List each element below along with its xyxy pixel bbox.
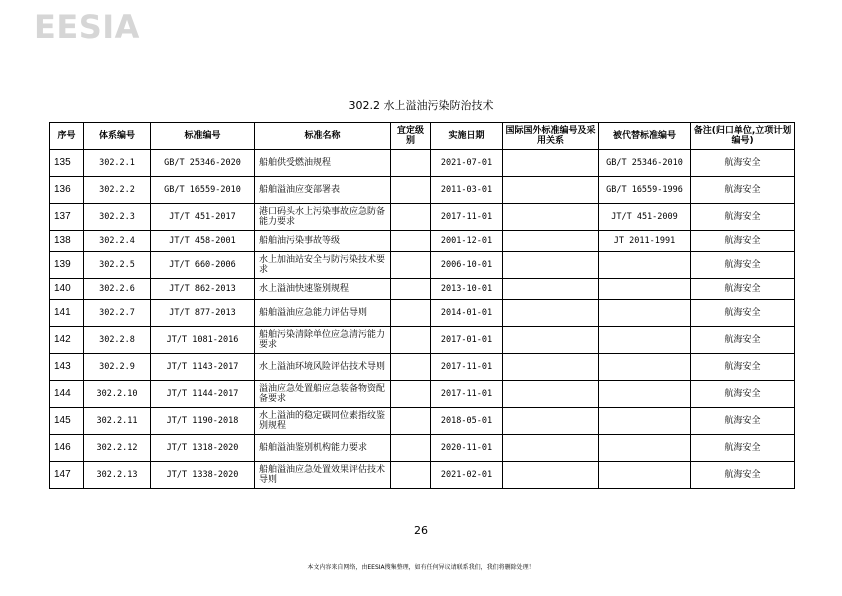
cell-seq: 136: [50, 177, 84, 204]
cell-seq: 139: [50, 252, 84, 279]
cell-level: [391, 300, 431, 327]
col-header-replaced: 被代替标准编号: [599, 123, 691, 150]
cell-date: 2021-02-01: [431, 462, 503, 489]
cell-replaced: [599, 381, 691, 408]
table-row: [50, 150, 795, 177]
cell-standard-name: 水上加油站安全与防污染技术要求: [255, 252, 391, 279]
col-header-level: 宜定级别: [391, 123, 431, 150]
cell-level: [391, 279, 431, 300]
col-header-standard-number: 标准编号: [151, 123, 255, 150]
cell-system-number: 302.2.1: [84, 150, 151, 177]
page-number: 26: [414, 524, 428, 537]
cell-replaced: [599, 408, 691, 435]
cell-standard-number: JT/T 1338-2020: [151, 462, 255, 489]
cell-standard-number: JT/T 862-2013: [151, 279, 255, 300]
cell-system-number: 302.2.7: [84, 300, 151, 327]
cell-replaced: [599, 435, 691, 462]
cell-note: 航海安全: [691, 300, 795, 327]
cell-system-number: 302.2.10: [84, 381, 151, 408]
cell-system-number: 302.2.6: [84, 279, 151, 300]
cell-level: [391, 327, 431, 354]
table-row: [50, 408, 795, 435]
cell-note: 航海安全: [691, 462, 795, 489]
cell-replaced: [599, 327, 691, 354]
cell-system-number: 302.2.2: [84, 177, 151, 204]
cell-date: 2013-10-01: [431, 279, 503, 300]
cell-international: [503, 231, 599, 252]
col-header-international: 国际国外标准编号及采用关系: [503, 123, 599, 150]
table-row: [50, 177, 795, 204]
table-header-row: [50, 123, 795, 150]
table-row: [50, 435, 795, 462]
col-header-note: 备注(归口单位,立项计划编号): [691, 123, 795, 150]
cell-system-number: 302.2.13: [84, 462, 151, 489]
cell-replaced: [599, 300, 691, 327]
cell-standard-name: 船舶溢油应急能力评估导则: [255, 300, 391, 327]
cell-standard-name: 港口码头水上污染事故应急防备能力要求: [255, 204, 391, 231]
cell-level: [391, 231, 431, 252]
footer-notice: 本文内容来自网络，由EESIA搜集整理，如有任何异议请联系我们，我们将删除处理！: [307, 564, 535, 571]
cell-date: 2018-05-01: [431, 408, 503, 435]
cell-standard-number: GB/T 16559-2010: [151, 177, 255, 204]
standards-table: [49, 122, 795, 489]
cell-standard-number: JT/T 1081-2016: [151, 327, 255, 354]
cell-standard-name: 水上溢油的稳定碳同位素指纹鉴别规程: [255, 408, 391, 435]
cell-replaced: JT/T 451-2009: [599, 204, 691, 231]
cell-system-number: 302.2.3: [84, 204, 151, 231]
cell-level: [391, 381, 431, 408]
cell-international: [503, 177, 599, 204]
cell-standard-name: 溢油应急处置船应急装备物资配备要求: [255, 381, 391, 408]
cell-standard-number: JT/T 458-2001: [151, 231, 255, 252]
cell-standard-number: JT/T 1190-2018: [151, 408, 255, 435]
cell-standard-number: JT/T 877-2013: [151, 300, 255, 327]
eesia-watermark-logo: EESIA: [34, 8, 140, 46]
cell-seq: 143: [50, 354, 84, 381]
cell-note: 航海安全: [691, 435, 795, 462]
cell-seq: 138: [50, 231, 84, 252]
cell-international: [503, 252, 599, 279]
cell-international: [503, 204, 599, 231]
cell-standard-name: 船舶供受燃油规程: [255, 150, 391, 177]
cell-date: 2017-11-01: [431, 381, 503, 408]
cell-standard-number: JT/T 660-2006: [151, 252, 255, 279]
cell-standard-name: 船舶油污染事故等级: [255, 231, 391, 252]
cell-level: [391, 354, 431, 381]
cell-note: 航海安全: [691, 327, 795, 354]
cell-system-number: 302.2.8: [84, 327, 151, 354]
cell-seq: 141: [50, 300, 84, 327]
cell-note: 航海安全: [691, 381, 795, 408]
cell-replaced: [599, 354, 691, 381]
cell-system-number: 302.2.11: [84, 408, 151, 435]
cell-date: 2006-10-01: [431, 252, 503, 279]
cell-note: 航海安全: [691, 231, 795, 252]
table-row: [50, 252, 795, 279]
cell-date: 2021-07-01: [431, 150, 503, 177]
cell-standard-number: JT/T 1318-2020: [151, 435, 255, 462]
col-header-date: 实施日期: [431, 123, 503, 150]
cell-seq: 146: [50, 435, 84, 462]
cell-standard-number: GB/T 25346-2020: [151, 150, 255, 177]
cell-standard-name: 船舶溢油应急处置效果评估技术导则: [255, 462, 391, 489]
cell-international: [503, 354, 599, 381]
cell-seq: 135: [50, 150, 84, 177]
cell-replaced: GB/T 25346-2010: [599, 150, 691, 177]
cell-replaced: [599, 252, 691, 279]
cell-system-number: 302.2.4: [84, 231, 151, 252]
cell-standard-number: JT/T 451-2017: [151, 204, 255, 231]
cell-replaced: [599, 462, 691, 489]
cell-seq: 137: [50, 204, 84, 231]
cell-level: [391, 204, 431, 231]
cell-date: 2017-11-01: [431, 354, 503, 381]
table-row: [50, 204, 795, 231]
cell-note: 航海安全: [691, 354, 795, 381]
cell-seq: 144: [50, 381, 84, 408]
cell-note: 航海安全: [691, 408, 795, 435]
col-header-system-number: 体系编号: [84, 123, 151, 150]
cell-international: [503, 408, 599, 435]
col-header-seq: 序号: [50, 123, 84, 150]
col-header-standard-name: 标准名称: [255, 123, 391, 150]
cell-international: [503, 300, 599, 327]
table-row: [50, 327, 795, 354]
cell-standard-number: JT/T 1144-2017: [151, 381, 255, 408]
cell-standard-name: 船舶污染清除单位应急清污能力要求: [255, 327, 391, 354]
cell-level: [391, 252, 431, 279]
cell-seq: 147: [50, 462, 84, 489]
table-row: [50, 231, 795, 252]
cell-seq: 140: [50, 279, 84, 300]
table-row: [50, 381, 795, 408]
cell-international: [503, 462, 599, 489]
cell-date: 2011-03-01: [431, 177, 503, 204]
cell-date: 2017-01-01: [431, 327, 503, 354]
cell-standard-number: JT/T 1143-2017: [151, 354, 255, 381]
cell-international: [503, 279, 599, 300]
cell-replaced: JT 2011-1991: [599, 231, 691, 252]
cell-note: 航海安全: [691, 252, 795, 279]
cell-seq: 145: [50, 408, 84, 435]
cell-international: [503, 381, 599, 408]
cell-date: 2020-11-01: [431, 435, 503, 462]
table-row: [50, 354, 795, 381]
cell-system-number: 302.2.12: [84, 435, 151, 462]
cell-level: [391, 462, 431, 489]
cell-level: [391, 435, 431, 462]
cell-note: 航海安全: [691, 279, 795, 300]
cell-note: 航海安全: [691, 204, 795, 231]
cell-level: [391, 177, 431, 204]
page-title: 302.2 水上溢油污染防治技术: [348, 99, 494, 112]
cell-international: [503, 435, 599, 462]
cell-international: [503, 327, 599, 354]
cell-standard-name: 水上溢油环境风险评估技术导则: [255, 354, 391, 381]
cell-standard-name: 船舶溢油应变部署表: [255, 177, 391, 204]
cell-standard-name: 船舶溢油鉴别机构能力要求: [255, 435, 391, 462]
table-row: [50, 462, 795, 489]
cell-international: [503, 150, 599, 177]
cell-level: [391, 150, 431, 177]
cell-note: 航海安全: [691, 177, 795, 204]
table-row: [50, 279, 795, 300]
cell-note: 航海安全: [691, 150, 795, 177]
cell-level: [391, 408, 431, 435]
table-row: [50, 300, 795, 327]
cell-seq: 142: [50, 327, 84, 354]
cell-standard-name: 水上溢油快速鉴别规程: [255, 279, 391, 300]
cell-replaced: [599, 279, 691, 300]
cell-date: 2017-11-01: [431, 204, 503, 231]
cell-date: 2014-01-01: [431, 300, 503, 327]
cell-system-number: 302.2.9: [84, 354, 151, 381]
cell-date: 2001-12-01: [431, 231, 503, 252]
cell-system-number: 302.2.5: [84, 252, 151, 279]
cell-replaced: GB/T 16559-1996: [599, 177, 691, 204]
